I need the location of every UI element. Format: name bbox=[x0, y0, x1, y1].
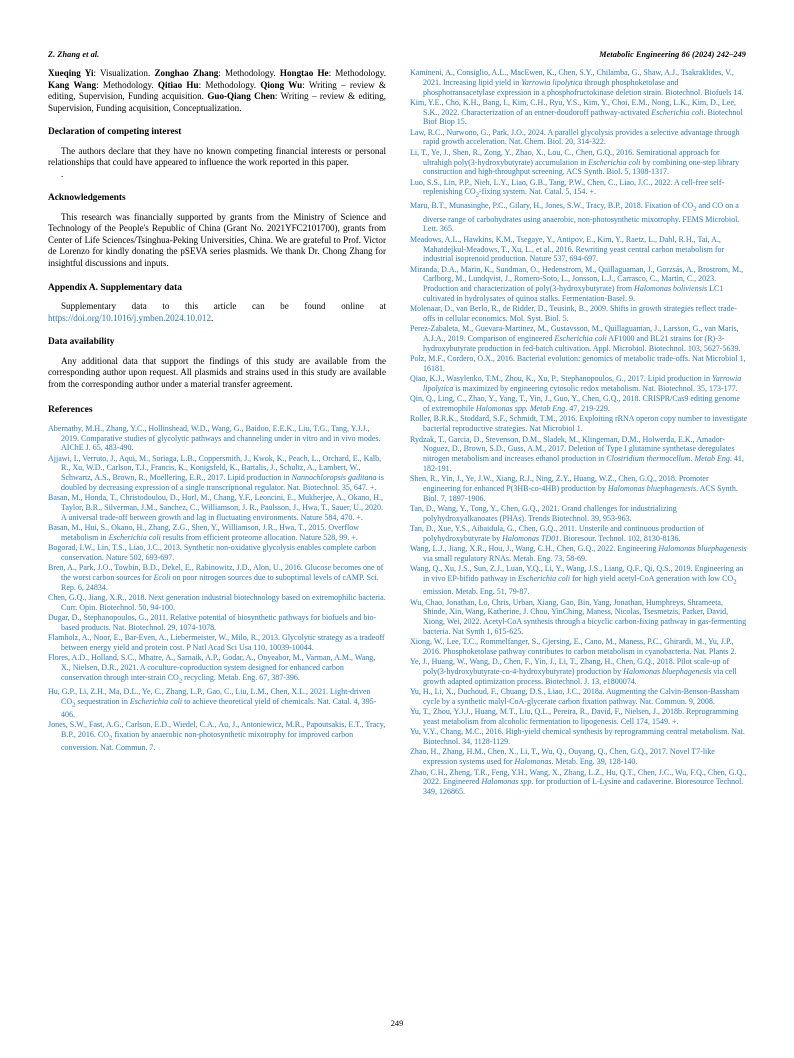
reference-item[interactable]: Flores, A.D., Holland, S.C., Mhatre, A., Sarnaik, A.P., Godar, A., Onyeabor, M., Varman, A.M., Wang, X., Nielsen, D.R., 2021. A coculture-coproduction system designed for enhanced carbon conservation through inter-strain $CO_2$ recycling. Metab. Eng. 67, 387-396. bbox=[48, 653, 376, 685]
reference-item[interactable]: Basan, M., Hui, S., Okano, H., Zhang, Z.G., Shen, Y., Williamson, J.R., Hwa, T., 2015. Overflow metabolism in Escherichia coli results from efficient proteome allocation. Nature 528, 99. +. bbox=[48, 523, 359, 542]
reference-item[interactable]: Hu, G.P., Li, Z.H., Ma, D.L., Ye, C., Zhang, L.P., Gao, C., Liu, L.M., Chen, X.L., 2021. Light-driven $CO_2$ sequestration in Escherichia coli to achieve theoretical yield of chemicals. Nat. Catal. 4, 395-406. bbox=[48, 686, 377, 719]
reference-item[interactable]: Maru, B.T., Munasinghe, P.C., Gilary, H., Jones, S.W., Tracy, B.P., 2018. Fixation of $CO_2$ and CO on a diverse range of carbohydrates using anaerobic, non-photosynthetic mixotrophy. FEMS Microbiol. Lett. 365. bbox=[410, 201, 740, 234]
reference-item[interactable]: Perez-Zabaleta, M., Guevara-Martinez, M., Gustavsson, M., Quillaguaman, J., Larsson, G., van Maris, A.J.A., 2019. Comparison of engineered Escherichia coli AF1000 and BL21 strains for (R)-3-hydroxybutyrate production in fed-batch cultivation. Appl. Microbiol. Biotechnol. 103, 5627-5639. bbox=[410, 324, 741, 353]
credit-author-name: Qiong Wu bbox=[260, 79, 303, 90]
reference-item[interactable]: Polz, M.F., Cordero, O.X., 2016. Bacterial evolution: genomics of metabolic trade-offs. Nat Microbiol 1, 16181. bbox=[410, 354, 746, 373]
reference-list-left bbox=[48, 424, 386, 753]
running-head bbox=[48, 50, 746, 64]
credit-text: Xueqing Yi: Visualization. Zonghao Zhang: Methodology. Hongtao He: Methodology. Kang Wang: Methodology. Qitiao Hu: Methodology. Qiong Wu: Writing – review & editing, Supervision, Funding acquisition. Guo-Qiang Chen: Writing – review & editing, Supervision, Funding acquisition, Conceptualization. bbox=[48, 68, 387, 113]
credit-author-name: Xueqing Yi bbox=[48, 68, 94, 78]
credit-author-name: Kang Wang bbox=[48, 79, 97, 90]
reference-item[interactable]: Chen, G.Q., Jiang, X.R., 2018. Next generation industrial biotechnology based on extremophilic bacteria. Curr. Opin. Biotechnol. 50, 94-100. bbox=[48, 593, 386, 612]
reference-item[interactable]: Miranda, D.A., Marin, K., Sundman, O., Hedenstrom, M., Quillaguaman, J., Gorzsás, A., Brostrom, M., Carlborg, M., Lundqvist, J., Romero-Soto, L., Jonsson, L.J., Carrasco, C., Martin, C., 2023. Production and characterization of poly(3-hydroxybutyrate) from Halomonas boliviensis LC1 cultivated in hydrolysates of quinoa stalks. Fermentation-Basel. 9. bbox=[410, 264, 744, 303]
heading-data-availability: Data availability bbox=[48, 337, 115, 348]
reference-item[interactable]: Luo, S.S., Lin, P.P., Nieh, L.Y., Liao, G.B., Tang, P.W., Chen, C., Liao, J.C., 2022. A cell-free self-replenishing $CO_2$-fixing system. Nat. Catal. 5, 154. +. bbox=[410, 177, 725, 199]
reference-item[interactable]: Kamineni, A., Consiglio, A.L., MacEwen, K., Chen, S.Y., Chilamba, G., Shaw, A.J., Tsakraklides, V., 2021. Increasing lipid yield in Yarrowia lipolytica through phosphoketolase and phosphotransacetylase expression in a phosphofructokinase deletion strain. Biotechnol. Biofuels 14. bbox=[410, 68, 744, 97]
reference-list-right bbox=[410, 68, 748, 797]
appendix-text-before-link: Supplementary data to this article can be found online at bbox=[61, 301, 386, 312]
reference-item[interactable]: Qiao, K.J., Wasylenko, T.M., Zhou, K., Xu, P., Stephanopoulos, G., 2017. Lipid production in Yarrowia lipolytica is maximized by engineering cytosolic redox metabolism. Nat. Biotechnol. 35, 173-177. bbox=[410, 374, 742, 393]
heading-declaration-of-competing-interest: Declaration of competing interest bbox=[48, 127, 182, 138]
reference-item[interactable]: Bren, A., Park, J.O., Towbin, B.D., Dekel, E., Rabinowitz, J.D., Alon, U., 2016. Glucose becomes one of the worst carbon sources for Ecoli on poor nitrogen sources due to suboptimal levels of cAMP. Sci. Rep. 6, 24834. bbox=[48, 563, 384, 592]
reference-item[interactable]: Tan, D., Xue, Y.S., Aibaidula, G., Chen, G.Q., 2011. Unsterile and continuous production of polyhydroxybutyrate by Halomonas TD01. Bioresour. Technol. 102, 8130-8136. bbox=[410, 524, 705, 543]
reference-item[interactable]: Rydzak, T., Garcia, D., Stevenson, D.M., Sladek, M., Klingeman, D.M., Holwerda, E.K., Amador-Noguez, D., Brown, S.D., Guss, A.M., 2017. Deletion of Type I glutamine synthetase deregulates nitrogen metabolism and increases ethanol production in Clostridium thermocellum. Metab Eng. 41, 182-191. bbox=[410, 434, 744, 473]
reference-item[interactable]: Bogorad, I.W., Lin, T.S., Liao, J.C., 2013. Synthetic non-oxidative glycolysis enables complete carbon conservation. Nature 502, 693-697. bbox=[48, 543, 377, 562]
reference-item[interactable]: Qin, Q., Ling, C., Zhao, Y., Yang, T., Yin, J., Guo, Y., Chen, G.Q., 2018. CRISPR/Cas9 editing genome of extremophile Halomonas spp. Metab Eng. 47, 219-229. bbox=[410, 394, 740, 414]
reference-item[interactable]: Jones, S.W., Fast, A.G., Carlson, E.D., Wiedel, C.A., Au, J., Antoniewicz, M.R., Papoutsakis, E.T., Tracy, B.P., 2016. $CO_2$ fixation by anaerobic non-photosynthetic mixotrophy for improved carbon conversion. Nat. Commun. 7. bbox=[48, 720, 386, 753]
running-head-right: Metabolic Engineering 86 (2024) 242–249 bbox=[599, 50, 746, 59]
reference-item[interactable]: Shen, R., Yin, J., Ye, J.W., Xiang, R.J., Ning, Z.Y., Huang, W.Z., Chen, G.Q., 2018. Promoter engineering for enhanced P(3HB-co-4HB) production by Halomonas bluephagenesis. ACS Synth. Biol. 7, 1897-1906. bbox=[410, 474, 738, 503]
reference-item[interactable]: Li, T., Ye, J., Shen, R., Zong, Y., Zhao, X., Lou, C., Chen, G.Q., 2016. Semirational approach for ultrahigh poly(3-hydroxybutyrate) accumulation in Escherichia coli by combining one-step library construction and high-throughput screening. ACS Synth. Biol. 5, 1308-1317. bbox=[410, 147, 740, 177]
credit-author-name: Hongtao He bbox=[279, 68, 329, 78]
reference-item[interactable]: Dugar, D., Stephanopoulos, G., 2011. Relative potential of biosynthetic pathways for biofuels and bio-based products. Nat. Biotechnol. 29, 1074-1078. bbox=[48, 613, 377, 632]
two-column-body bbox=[48, 68, 748, 988]
reference-item[interactable]: Abernathy, M.H., Zhang, Y.C., Hollinshead, W.D., Wang, G., Baidoo, E.E.K., Liu, T.G., Tang, Y.J.J., 2019. Comparative studies of glycolytic pathways and channeling under in vitro and in vivo modes. AIChE J. 65, 483-490. bbox=[48, 423, 381, 453]
reference-item[interactable]: Flamholz, A., Noor, E., Bar-Even, A., Liebermeister, W., Milo, R., 2013. Glycolytic strategy as a tradeoff between energy yield and protein cost. P Natl Acad Sci Usa 110, 10039-10044. bbox=[48, 633, 385, 653]
reference-item[interactable]: Tan, D., Wang, Y., Tong, Y., Chen, G.Q., 2021. Grand challenges for industrializing polyhydroxyalkanoates (PHAs). Trends Biotechnol. 39, 953-963. bbox=[410, 503, 677, 523]
supplementary-data-doi-link[interactable]: https://doi.org/10.1016/j.ymben.2024.10.012 bbox=[48, 312, 212, 323]
reference-item[interactable]: Yu, T., Zhou, Y.J.J., Huang, M.T., Liu, Q.L., Pereira, R., David, F., Nielsen, J., 2018b. Reprogramming yeast metabolism from alcoholic fermentation to lipogenesis. Cell 174, 1549. +. bbox=[410, 707, 739, 727]
reference-item[interactable]: Yu, H., Li, X., Duchoud, F., Chuang, D.S., Liao, J.C., 2018a. Augmenting the Calvin-Benson-Bassham cycle by a synthetic malyl-CoA-glycerate carbon fixation pathway. Nat. Commun. 9, 2008. bbox=[410, 687, 740, 706]
reference-item[interactable]: Law, R.C., Nurwono, G., Park, J.O., 2024. A parallel glycolysis provides a selective advantage through rapid growth acceleration. Nat. Chem. Biol. 20, 314-322. bbox=[410, 127, 740, 147]
left-column bbox=[48, 68, 386, 988]
heading-acknowledgements: Acknowledgements bbox=[48, 193, 126, 204]
reference-item[interactable]: Wang, L.J., Jiang, X.R., Hou, J., Wang, C.H., Chen, G.Q., 2022. Engineering Halomonas bluephagenesis via small regulatory RNAs. Metab. Eng. 73, 58-69. bbox=[410, 544, 747, 563]
reference-item[interactable]: Wu, Chao, Jonathan, Lo, Chris, Urban, Xiang, Gao, Bin, Yang, Jonathan, Humphreys, Shrameeta, Shinde, Xin, Wang, Katherine, J. Chou, YinChing, Maness, Nicolas, Tsesmetzis, Parker, David, Xiong, Wei, 2022. Acetyl-CoA synthesis through a bicyclic carbon-fixing pathway in gas-fermenting bacteria. Nat Synth 1, 615-625. bbox=[410, 597, 747, 636]
reference-item[interactable]: Ajjawi, I., Verruto, J., Aqui, M., Soriaga, L.B., Coppersmith, J., Kwok, K., Peach, L., Orchard, E., Kalb, R., Xu, W.D., Carlson, T.J., Francis, K., Konigsfeld, K., Bartalis, J., Schultz, A., Lambert, W., Schwartz, A.S., Brown, R., Moellering, E.R., 2017. Lipid production in Nannochloropsis gaditana is doubled by decreasing expression of a single transcriptional regulator. Nat. Biotechnol. 35, 647. +. bbox=[48, 453, 384, 492]
credit-author-statement bbox=[48, 68, 386, 114]
page-number: 249 bbox=[390, 1019, 404, 1028]
reference-item[interactable]: Ye, J., Huang, W., Wang, D., Chen, F., Yin, J., Li, T., Zhang, H., Chen, G.Q., 2018. Pilot scale-up of poly(3-hydroxybutyrate-co-4-hydroxybutyrate) production by Halomonas bluephagenesis via cell growth adapted optimization process. Biotechnol. J. 13, e1800074. bbox=[410, 657, 737, 686]
declaration-trailing-dot: . bbox=[61, 168, 64, 179]
running-head-left: Z. Zhang et al. bbox=[48, 50, 100, 59]
appendix-text-after-link: . bbox=[211, 312, 214, 323]
acknowledgements-paragraph: This research was financially supported by grants from the Ministry of Science and Technology of the People's Republic of China (Grant No. 2021YFC2101700), grants from Center of Life Sciences/Tsinghua-Peking Universities, China. We are grateful to Prof. Victor de Lorenzo for kindly donating the pSEVA series plasmids. We thank Dr. Chong Zhang for insightful discussions and inputs. bbox=[48, 211, 386, 269]
reference-item[interactable]: Meadows, A.L., Hawkins, K.M., Tsegaye, Y., Antipov, E., Kim, Y., Raetz, L., Dahl, R.H., Tai, A., Mahatdejkul-Meadows, T., Xu, L., et al., 2016. Rewriting yeast central carbon metabolism for industrial isoprenoid production. Nature 537, 694-697. bbox=[410, 234, 725, 264]
data-availability-paragraph: Any additional data that support the findings of this study are available from the corresponding author upon request. All plasmids and strains used in this study are available from the corresponding author under a material transfer agreement. bbox=[48, 355, 386, 389]
heading-appendix-a-supplementary-data: Appendix A. Supplementary data bbox=[48, 282, 182, 293]
reference-item[interactable]: Basan, M., Honda, T., Christodoulou, D., Horl, M., Chang, Y.F., Leoncini, E., Mukherjee, A., Okano, H., Taylor, B.R., Silverman, J.M., Sanchez, C., Williamson, J. R., Paulsson, J., Hwa, T., Sauer, U., 2020. A universal trade-off between growth and lag in fluctuating environments. Nature 584, 470. +. bbox=[48, 493, 384, 522]
reference-item[interactable]: Xiong, W., Lee, T.C., Rommelfanger, S., Gjersing, E., Cano, M., Maness, P.C., Ghirardi, M., Yu, J.P., 2016. Phosphoketolase pathway contributes to carbon metabolism in cyanobacteria. Nat. Plants 2. bbox=[410, 637, 737, 656]
credit-author-name: Zonghao Zhang bbox=[154, 68, 219, 78]
reference-item[interactable]: Molenaar, D., van Berlo, R., de Ridder, D., Teusink, B., 2009. Shifts in growth strategies reflect trade-offs in cellular economics. Mol. Syst. Biol. 5. bbox=[410, 304, 737, 323]
reference-item[interactable]: Zhao, C.H., Zheng, T.R., Feng, Y.H., Wang, X., Zhang, L.Z., Hu, Q.T., Chen, J.C., Wu, F.Q., Chen, G.Q., 2022. Engineered Halomonas spp. for production of L-Lysine and cadaverine. Bioresource Technol. 349, 126865. bbox=[410, 767, 747, 797]
reference-item[interactable]: Zhao, H., Zhang, H.M., Chen, X., Li, T., Wu, Q., Ouyang, Q., Chen, G.Q., 2017. Novel T7-like expression systems used for Halomonas. Metab. Eng. 39, 128-140. bbox=[410, 747, 715, 767]
right-column bbox=[410, 68, 748, 988]
reference-item[interactable]: Wang, Q., Xu, J.S., Sun, Z.J., Luan, Y.Q., Li, Y., Wang, J.S., Liang, Q.F., Qi, Q.S., 2019. Engineering an in vivo EP-bifido pathway in Escherichia coli for high yield acetyl-CoA generation with low $CO_2$ emission. Metab. Eng. 51, 79-87. bbox=[410, 564, 744, 597]
appendix-paragraph bbox=[48, 301, 386, 324]
declaration-paragraph: The authors declare that they have no known competing financial interests or personal relationships that could have appeared to influence the work reported in this paper. bbox=[48, 145, 386, 168]
heading-references: References bbox=[48, 404, 93, 416]
reference-item[interactable]: Roller, B.R.K., Stoddard, S.F., Schmidt, T.M., 2016. Exploiting rRNA operon copy number to investigate bacterial reproductive strategies. Nat Microbiol 1. bbox=[410, 414, 748, 434]
credit-author-name: Qitiao Hu bbox=[157, 79, 199, 90]
reference-item[interactable]: Kim, Y.E., Cho, K.H., Bang, I., Kim, C.H., Ryu, Y.S., Kim, Y., Choi, E.M., Nong, L.K., Kim, D., Lee, S.K., 2022. Characterization of an entner-doudoroff pathway-activated Escherichia coli. Biotechnol Biof Biop 15. bbox=[410, 97, 743, 127]
reference-item[interactable]: Yu, V.Y., Chang, M.C., 2016. High-yield chemical synthesis by reprogramming central metabolism. Nat. Biotechnol. 34, 1128-1129. bbox=[410, 727, 745, 747]
credit-author-name: Guo-Qiang Chen bbox=[207, 91, 275, 102]
